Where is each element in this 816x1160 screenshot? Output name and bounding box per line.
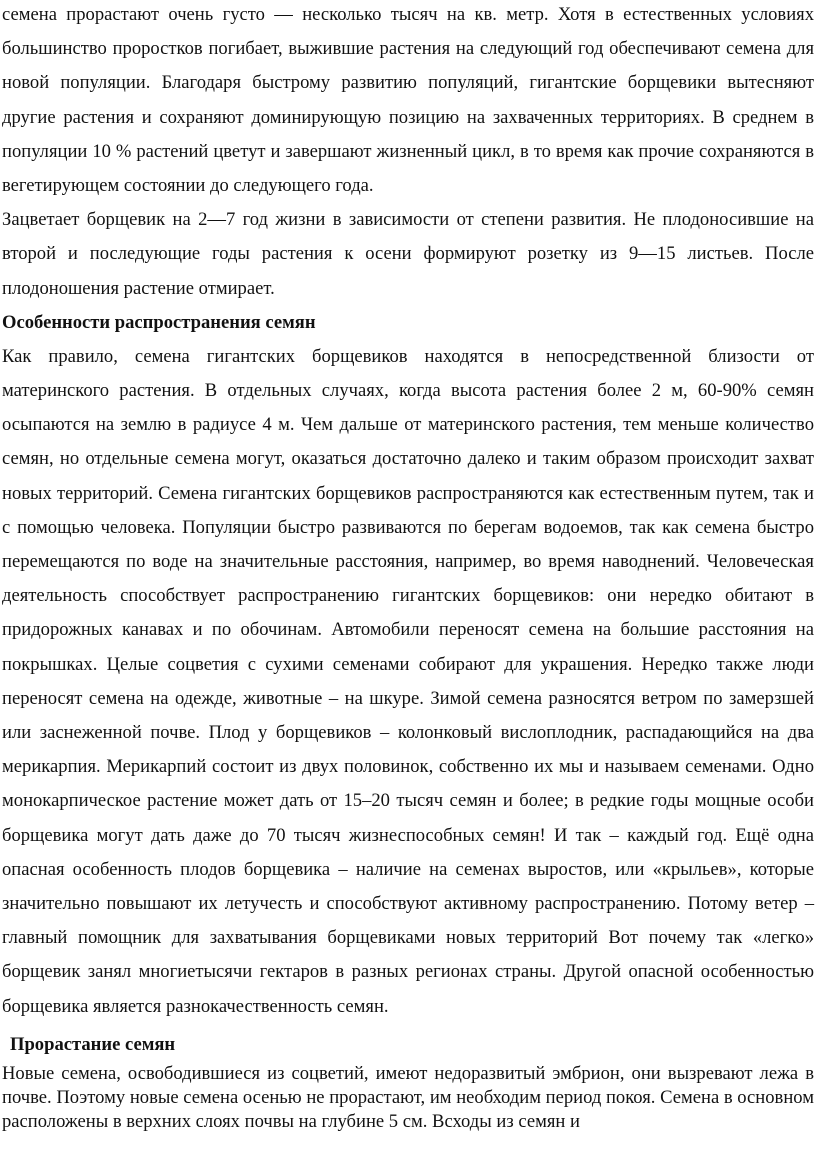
document-page <box>2 0 814 1134</box>
paragraph-seed-spread: Как правило, семена гигантских борщевиков находятся в непосредственной близости от материнского растения. В отдельных случаях, когда высота растения более 2 м, 60-90% семян осыпаются на землю в радиусе 4 м. Чем дальше от материнского растения, тем меньше количество семян, но отдельные семена могут, оказаться достаточно далеко и таким образом происходит захват новых территорий. Семена гигантских борщевиков распространяются как естественным путем, так и с помощью человека. Популяции быстро развиваются по берегам водоемов, так как семена быстро перемещаются по воде на значительные расстояния, например, во время наводнений. Человеческая деятельность способствует распространению гигантских борщевиков: они нередко обитают в придорожных канавах и по обочинам. Автомобили переносят семена на большие расстояния на покрышках. Целые соцветия с сухими семенами собирают для украшения. Нередко также люди переносят семена на одежде, животные – на шкуре. Зимой семена разносятся ветром по замерзшей или заснеженной почве. Плод у борщевиков – колонковый вислоплодник, распадающийся на два мерикарпия. Мерикарпий состоит из двух половинок, собственно их мы и называем семенами. Одно монокарпическое растение может дать от 15–20 тысяч семян и более; в редкие годы мощные особи борщевика могут дать даже до 70 тысяч жизнеспособных семян! И так – каждый год. Ещё одна опасная особенность плодов борщевика – наличие на семенах выростов, или «крыльев», которые значительно повышают их летучесть и способствуют активному распространению. Потому ветер – главный помощник для захватывания борщевиками новых территорий Вот почему так «легко» борщевик занял многиетысячи гектаров в разных регионах страны. Другой опасной особенностью борщевика является разнокачественность семян. <box>2 345 814 1017</box>
paragraph-flowering: Зацветает борщевик на 2—7 год жизни в зависимости от степени развития. Не плодоносившие на второй и последующие годы растения к осени формируют розетку из 9—15 листьев. После плодоношения растение отмирает. <box>2 209 814 299</box>
paragraph-germination: Новые семена, освободившиеся из соцветий, имеют недоразвитый эмбрион, они вызревают лежа в почве. Поэтому новые семена осенью не прорастают, им необходим период покоя. Семена в основном расположены в верхних слоях почвы на глубине 5 см. Всходы из семян и <box>2 1062 814 1132</box>
paragraph-population: семена прорастают очень густо — несколько тысяч на кв. метр. Хотя в естественных условиях большинство проростков погибает, выжившие растения на следующий год обеспечивают семена для новой популяции. Благодаря быстрому развитию популяций, гигантские борщевики вытесняют другие растения и сохраняют доминирующую позицию на захваченных территориях. В среднем в популяции 10 % растений цветут и завершают жизненный цикл, в то время как прочие сохраняются в вегетирующем состоянии до следующего года. <box>2 4 814 197</box>
heading-germination: Прорастание семян <box>10 1033 176 1055</box>
heading-seed-spread: Особенности распространения семян <box>2 311 316 333</box>
